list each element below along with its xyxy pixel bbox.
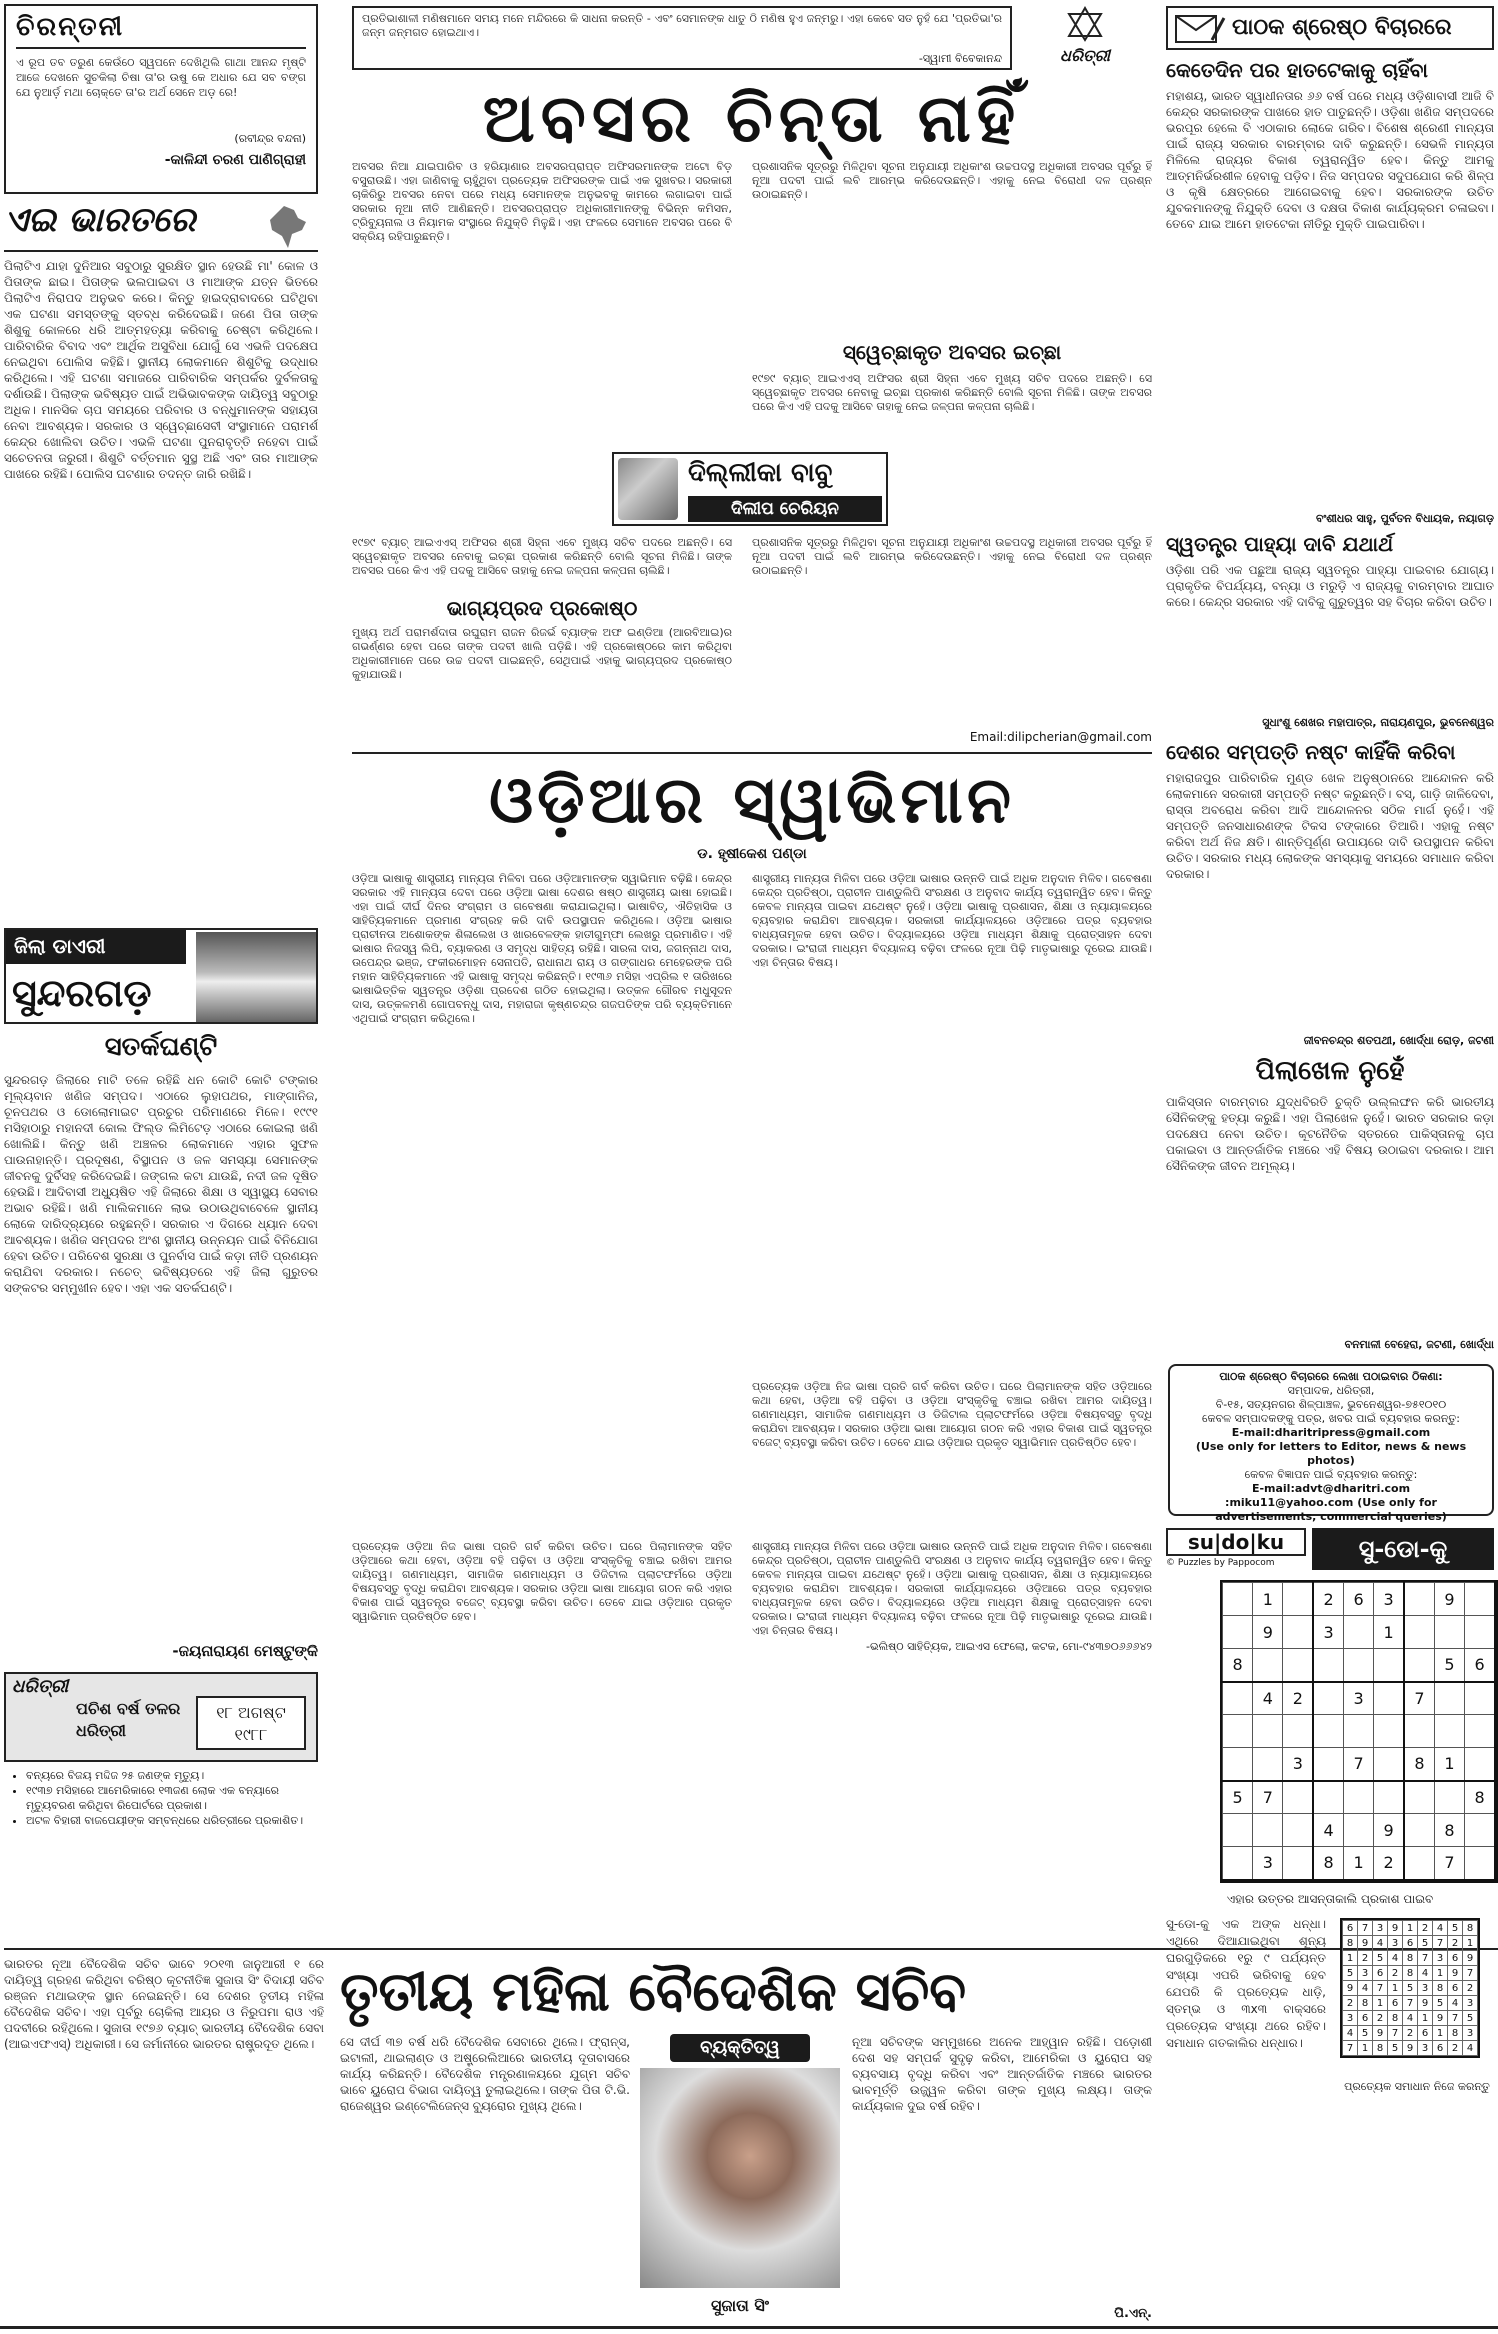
solution-cell: 3 xyxy=(1418,2041,1433,2056)
sudoku-cell[interactable] xyxy=(1344,1814,1374,1847)
solution-grid-wrap xyxy=(1340,1918,1480,2058)
solution-cell: 9 xyxy=(1448,1966,1463,1981)
sudoku-cell: 2 xyxy=(1313,1583,1343,1616)
letter4-body: ପାକିସ୍ତାନ ବାରମ୍ବାର ଯୁଦ୍ଧବିରତି ଚୁକ୍ତି ଉଲ୍ଲଙ୍ଘନ କରି ଭାରତୀୟ ସୈନିକଙ୍କୁ ହତ୍ୟା କରୁଛି। ଏହା ପିଲାଖେଳ ନୁହେଁ। ଭାରତ ସରକାର କଡ଼ା ପଦକ୍ଷେପ ନେବା ଉଚିତ। କୂଟନୈତିକ ସ୍ତରରେ ପାକିସ୍ତାନକୁ ଚାପ ପକାଇବା ଓ ଆନ୍ତର୍ଜାତିକ ମଞ୍ଚରେ ଏହି ବିଷୟ ଉଠାଇବା ଦରକାର। ଆମ ସୈନିକଙ୍କ ଜୀବନ ଅମୂଲ୍ୟ। xyxy=(1166,1095,1494,1173)
solution-row xyxy=(1343,1921,1478,1936)
solution-cell: 9 xyxy=(1463,1951,1478,1966)
solution-cell: 6 xyxy=(1343,1921,1358,1936)
letter1-body: ମହାଶୟ, ଭାରତ ସ୍ୱାଧୀନତାର ୬୬ ବର୍ଷ ପରେ ମଧ୍ୟ ଓଡ଼ିଶାବାସୀ ଆଜି ବି କେନ୍ଦ୍ର ସରକାରଙ୍କ ପାଖରେ ହାତ ପାତୁଛନ୍ତି। ଓଡ଼ିଶା ଖଣିଜ ସମ୍ପଦରେ ଭରପୂର ହେଲେ ବି ଏଠାକାର ଲୋକେ ଗରିବ। ବିଶେଷ ଶ୍ରେଣୀ ମାନ୍ୟତା ପାଇଁ ରାଜ୍ୟ ସରକାର ବାରମ୍ବାର ଦାବି କରୁଛନ୍ତି। ସେଭଳି ମାନ୍ୟତା ମିଳିଲେ ରାଜ୍ୟର ବିକାଶ ତ୍ୱରାନ୍ୱିତ ହେବ। କିନ୍ତୁ ଆମକୁ ଆତ୍ମନିର୍ଭରଶୀଳ ହେବାକୁ ପଡ଼ିବ। ନିଜ ସମ୍ପଦର ସଦୁପଯୋଗ କରି ଶିଳ୍ପ ଓ କୃଷି କ୍ଷେତ୍ରରେ ଆଗେଇବାକୁ ହେବ। ସରକାରଙ୍କ ଉଚିତ ଯୁବକମାନଙ୍କୁ ନିଯୁକ୍ତି ଦେବା ଓ ଦକ୍ଷତା ବିକାଶ କାର୍ଯ୍ୟକ୍ରମ ଚଳାଇବା। ତେବେ ଯାଇ ଆମେ ହାତଟେକା ନୀତିରୁ ମୁକ୍ତି ପାଇପାରିବା। xyxy=(1166,89,1494,231)
odia-body-1: ଓଡ଼ିଆ ଭାଷାକୁ ଶାସ୍ତ୍ରୀୟ ମାନ୍ୟତା ମିଳିବା ପରେ ଓଡ଼ିଆମାନଙ୍କ ସ୍ୱାଭିମାନ ବଢ଼ିଛି। କେନ୍ଦ୍ର ସରକାର ଏହି ମାନ୍ୟତା ଦେବା ପରେ ଓଡ଼ିଆ ଭାଷା ଦେଶର ଷଷ୍ଠ ଶାସ୍ତ୍ରୀୟ ଭାଷା ହୋଇଛି। ଏହା ପାଇଁ ଦୀର୍ଘ ଦିନର ସଂଗ୍ରାମ ଓ ଗବେଷଣା କରାଯାଇଥିଲା। ଭାଷାବିତ୍, ଐତିହାସିକ ଓ ସାହିତ୍ୟିକମାନେ ପ୍ରମାଣ ସଂଗ୍ରହ କରି ଦାବି ଉପସ୍ଥାପନ କରିଥିଲେ। ଓଡ଼ିଆ ଭାଷାର ପ୍ରାଚୀନତା ଅଶୋକଙ୍କ ଶିଳାଲେଖ ଓ ଖାରବେଳଙ୍କ ହାତୀଗୁମ୍ଫା ଲେଖରୁ ପ୍ରମାଣିତ। ଏହି ଭାଷାର ନିଜସ୍ୱ ଲିପି, ବ୍ୟାକରଣ ଓ ସମୃଦ୍ଧ ସାହିତ୍ୟ ରହିଛି। ସାରଳା ଦାସ, ଜଗନ୍ନାଥ ଦାସ, ଉପେନ୍ଦ୍ର ଭଞ୍ଜ, ଫକୀରମୋହନ ସେନାପତି, ରାଧାନାଥ ରାୟ ଓ ଗଙ୍ଗାଧର ମେହେରଙ୍କ ପରି ମହାନ ସାହିତ୍ୟିକମାନେ ଏହି ଭାଷାକୁ ସମୃଦ୍ଧ କରିଛନ୍ତି। ୧୯୩୬ ମସିହା ଏପ୍ରିଲ ୧ ତାରିଖରେ ଭାଷାଭିତ୍ତିକ ସ୍ୱତନ୍ତ୍ର ଓଡ଼ିଶା ପ୍ରଦେଶ ଗଠିତ ହୋଇଥିଲା। ଉତ୍କଳ ଗୌରବ ମଧୁସୂଦନ ଦାସ, ଉତ୍କଳମଣି ଗୋପବନ୍ଧୁ ଦାସ, ମହାରାଜା କୃଷ୍ଣଚନ୍ଦ୍ର ଗଜପତିଙ୍କ ପରି ବ୍ୟକ୍ତିମାନେ ଏଥିପାଇଁ ସଂଗ୍ରାମ କରିଥିଲେ। xyxy=(352,872,732,1025)
letter4-title: ପିଲାଖେଳ ନୁହେଁ xyxy=(1255,1056,1405,1086)
ebharatare-title: ଏଇ ଭାରତରେ xyxy=(4,200,196,240)
sudoku-cell[interactable] xyxy=(1223,1616,1253,1649)
pathaka-header xyxy=(1166,6,1494,50)
solution-cell: 8 xyxy=(1358,1996,1373,2011)
satarka-author: -ଜୟନାରାୟଣ ମେଷ୍ଟୁଙ୍କି xyxy=(172,1642,318,1660)
sudoku-cell[interactable] xyxy=(1465,1682,1495,1715)
sudoku-cell: 2 xyxy=(1374,1847,1404,1880)
sudoku-cell[interactable] xyxy=(1253,1814,1283,1847)
sudoku-cell: 3 xyxy=(1283,1748,1313,1781)
sub1-body: ୧୯୭୯ ବ୍ୟାଚ୍ ଆଇଏଏସ୍ ଅଫିସର ଶ୍ରୀ ସିହ୍ନା ଏବେ ମୁଖ୍ୟ ସଚିବ ପଦରେ ଅଛନ୍ତି। ସେ ସ୍ୱେଚ୍ଛାକୃତ ଅବସର ନେବାକୁ ଇଚ୍ଛା ପ୍ରକାଶ କରିଛନ୍ତି ବୋଲି ସୂଚନା ମିଳିଛି। ତାଙ୍କ ଅବସର ପରେ କିଏ ଏହି ପଦକୁ ଆସିବେ ତାହାକୁ ନେଇ ଜଳ୍ପନା କଳ୍ପନା ଚାଲିଛି। xyxy=(752,372,1152,413)
sudoku-cell[interactable] xyxy=(1404,1781,1434,1814)
odia-body-2: ଶାସ୍ତ୍ରୀୟ ମାନ୍ୟତା ମିଳିବା ପରେ ଓଡ଼ିଆ ଭାଷାର ଉନ୍ନତି ପାଇଁ ଅଧିକ ଅନୁଦାନ ମିଳିବ। ଗବେଷଣା କେନ୍ଦ୍ର ପ୍ରତିଷ୍ଠା, ପ୍ରାଚୀନ ପାଣ୍ଡୁଲିପି ସଂରକ୍ଷଣ ଓ ଅନୁବାଦ କାର୍ଯ୍ୟ ତ୍ୱରାନ୍ୱିତ ହେବ। କିନ୍ତୁ କେବଳ ମାନ୍ୟତା ପାଇବା ଯଥେଷ୍ଟ ନୁହେଁ। ଓଡ଼ିଆ ଭାଷାକୁ ପ୍ରଶାସନ, ଶିକ୍ଷା ଓ ନ୍ୟାୟାଳୟରେ ବ୍ୟବହାର କରାଯିବା ଆବଶ୍ୟକ। ସରକାରୀ କାର୍ଯ୍ୟାଳୟରେ ଓଡ଼ିଆରେ ପତ୍ର ବ୍ୟବହାର ବାଧ୍ୟତାମୂଳକ ହେବା ଉଚିତ। ବିଦ୍ୟାଳୟରେ ଓଡ଼ିଆ ମାଧ୍ୟମ ଶିକ୍ଷାକୁ ପ୍ରୋତ୍ସାହନ ଦେବା ଦରକାର। ଇଂରାଜୀ ମାଧ୍ୟମ ବିଦ୍ୟାଳୟ ବଢ଼ିବା ଫଳରେ ନୂଆ ପିଢ଼ି ମାତୃଭାଷାରୁ ଦୂରେଇ ଯାଉଛି। ଏହା ଚିନ୍ତାର ବିଷୟ। xyxy=(752,872,1152,969)
solution-cell: 2 xyxy=(1463,1981,1478,1996)
sudoku-cell: 6 xyxy=(1344,1583,1374,1616)
sudoku-cell: 7 xyxy=(1434,1847,1464,1880)
solution-cell: 9 xyxy=(1433,2011,1448,2026)
lead-body-3: ୧୯୭୯ ବ୍ୟାଚ୍ ଆଇଏଏସ୍ ଅଫିସର ଶ୍ରୀ ସିହ୍ନା ଏବେ ମୁଖ୍ୟ ସଚିବ ପଦରେ ଅଛନ୍ତି। ସେ ସ୍ୱେଚ୍ଛାକୃତ ଅବସର ନେବାକୁ ଇଚ୍ଛା ପ୍ରକାଶ କରିଛନ୍ତି ବୋଲି ସୂଚନା ମିଳିଛି। ତାଙ୍କ ଅବସର ପରେ କିଏ ଏହି ପଦକୁ ଆସିବେ ତାହାକୁ ନେଇ ଜଳ୍ପନା କଳ୍ପନା ଚାଲିଛି। xyxy=(352,536,732,577)
solution-cell: 8 xyxy=(1433,1981,1448,1996)
solution-cell: 1 xyxy=(1433,1966,1448,1981)
satarka-body: ସୁନ୍ଦରଗଡ଼ ଜିଲାରେ ମାଟି ତଳେ ରହିଛି ଧନ କୋଟି କୋଟି ଟଙ୍କାର ମୂଲ୍ୟବାନ ଖଣିଜ ସମ୍ପଦ। ଏଠାରେ ଲୁହାପଥର, ମାଙ୍ଗାନିଜ, ଚୂନପଥର ଓ ଡୋଲୋମାଇଟ ପ୍ରଚୁର ପରିମାଣରେ ମିଳେ। ୧୯୯୧ ମସିହାଠାରୁ ମହାନଦୀ କୋଲ ଫିଲ୍ଡ ଲିମିଟେଡ଼ ଏଠାରେ କୋଇଲା ଖଣି ଖୋଲିଛି। କିନ୍ତୁ ଖଣି ଅଞ୍ଚଳର ଲୋକମାନେ ଏହାର ସୁଫଳ ପାଉନାହାନ୍ତି। ପ୍ରଦୂଷଣ, ବିସ୍ଥାପନ ଓ ଜଳ ସମସ୍ୟା ସେମାନଙ୍କ ଜୀବନକୁ ଦୁର୍ବିସହ କରିଦେଇଛି। ଜଙ୍ଗଲ କଟା ଯାଉଛି, ନଦୀ ଜଳ ଦୂଷିତ ହେଉଛି। ଆଦିବାସୀ ଅଧ୍ୟୁଷିତ ଏହି ଜିଲାରେ ଶିକ୍ଷା ଓ ସ୍ୱାସ୍ଥ୍ୟ ସେବାର ଅଭାବ ରହିଛି। ଖଣି ମାଲିକମାନେ ଲାଭ ଉଠାଉଥିବାବେଳେ ସ୍ଥାନୀୟ ଲୋକେ ଦାରିଦ୍ର୍ୟରେ ରହୁଛନ୍ତି। ସରକାର ଏ ଦିଗରେ ଧ୍ୟାନ ଦେବା ଆବଶ୍ୟକ। ଖଣିଜ ସମ୍ପଦର ଅଂଶ ସ୍ଥାନୀୟ ଉନ୍ନୟନ ପାଇଁ ବିନିଯୋଗ ହେବା ଉଚିତ। ପରିବେଶ ସୁରକ୍ଷା ଓ ପୁନର୍ବାସ ପାଇଁ କଡ଼ା ନୀତି ପ୍ରଣୟନ କରାଯିବା ଦରକାର। ନଚେତ୍ ଭବିଷ୍ୟତରେ ଏହି ଜିଲା ଗୁରୁତର ସଙ୍କଟର ସମ୍ମୁଖୀନ ହେବ। ଏହା ଏକ ସତର୍କଘଣ୍ଟି। xyxy=(4,1073,318,1295)
solution-cell: 4 xyxy=(1463,2041,1478,2056)
sudoku-note: ଏହାର ଉତ୍ତର ଆସନ୍ତାକାଲି ପ୍ରକାଶ ପାଇବ xyxy=(1226,1892,1434,1906)
pachisha-list xyxy=(14,1768,318,1828)
solution-cell: 2 xyxy=(1343,1996,1358,2011)
sudoku-row xyxy=(1223,1583,1496,1616)
addr-title: ପାଠକ ଶ୍ରେଷ୍ଠ ବିଚାରରେ ଲେଖା ପଠାଇବାର ଠିକଣା: xyxy=(1219,1370,1443,1383)
solution-row xyxy=(1343,2011,1478,2026)
letter3-body: ମହାରାଜପୁର ପାରିବାରିକ ମୁଣ୍ଡ ଖେଳ ଅନୁଷ୍ଠାନରେ ଆନ୍ଦୋଳନ କରି ଲୋକମାନେ ସରକାରୀ ସମ୍ପତ୍ତି ନଷ୍ଟ କରୁଛନ୍ତି। ବସ୍, ଗାଡ଼ି ଜାଳିଦେବା, ରାସ୍ତା ଅବରୋଧ କରିବା ଆଦି ଆନ୍ଦୋଳନର ସଠିକ ମାର୍ଗ ନୁହେଁ। ଏହି ସମ୍ପତ୍ତି ଜନସାଧାରଣଙ୍କ ଟିକସ ଟଙ୍କାରେ ତିଆରି। ଏହାକୁ ନଷ୍ଟ କରିବା ଅର୍ଥ ନିଜ କ୍ଷତି। ଶାନ୍ତିପୂର୍ଣ୍ଣ ଉପାୟରେ ଦାବି ଉପସ୍ଥାପନ କରିବା ଉଚିତ। ସରକାର ମଧ୍ୟ ଲୋକଙ୍କ ସମସ୍ୟାକୁ ସମୟରେ ସମାଧାନ କରିବା ଦରକାର। xyxy=(1166,771,1494,881)
satarka-title: ସତର୍କଘଣ୍ଟି xyxy=(104,1032,218,1062)
sudoku-cell[interactable] xyxy=(1344,1781,1374,1814)
top-quote-box xyxy=(352,6,1012,70)
address-box xyxy=(1168,1364,1494,1523)
solution-cell: 6 xyxy=(1388,1996,1403,2011)
sudoku-cell: 1 xyxy=(1253,1583,1283,1616)
solution-cell: 2 xyxy=(1388,1966,1403,1981)
top-quote: ପ୍ରତିଭାଶାଳୀ ମଣିଷମାନେ ସମୟ ମନେ ମନ୍ଦିରରେ କି ସାଧନା କରନ୍ତି - ଏବଂ ସେମାନଙ୍କ ଧାତୁ ଠି ମଣିଷ ହୁଏ ଜନ୍ମରୁ। ଏହା କେବେ ସତ ନୁହଁ ଯେ 'ପ୍ରତିଭା'ର ଜନ୍ମ ଜନ୍ମଗତ ହୋଇଥାଏ। xyxy=(362,12,1002,39)
addr-line3: କେବଳ ସମ୍ପାଦକଙ୍କୁ ପତ୍ର, ଖବର ପାଇଁ ବ୍ୟବହାର କରନ୍ତୁ: xyxy=(1202,1412,1460,1425)
sudoku-header xyxy=(1166,1528,1494,1572)
solution-cell: 4 xyxy=(1358,1981,1373,1996)
trutiya-sign: ପି.ଏନ୍. xyxy=(1114,2306,1152,2321)
sudoku-cell: 6 xyxy=(1465,1649,1495,1682)
letter1-sign: ବଂଶୀଧର ସାହୁ, ପୁର୍ବତନ ବିଧାୟକ, ନୟାଗଡ଼ xyxy=(1315,512,1494,525)
solution-cell: 5 xyxy=(1418,1936,1433,1951)
letter4-sign: ବନମାଳୀ ବେହେରା, ଜଟଣୀ, ଖୋର୍ଦ୍ଧା xyxy=(1344,1338,1494,1351)
sudoku-grid-wrap xyxy=(1220,1580,1498,1883)
sudoku-cell[interactable] xyxy=(1253,1748,1283,1781)
sudoku-cell[interactable] xyxy=(1283,1847,1313,1880)
solution-row xyxy=(1343,1966,1478,1981)
solution-cell: 3 xyxy=(1388,1936,1403,1951)
sudoku-cell[interactable] xyxy=(1313,1649,1343,1682)
sudoku-cell[interactable] xyxy=(1313,1682,1343,1715)
sudoku-cell[interactable] xyxy=(1344,1649,1374,1682)
solution-cell: 8 xyxy=(1403,1966,1418,1981)
solution-cell: 1 xyxy=(1388,1981,1403,1996)
chirantani-quote: ଏ ରୂପ ତବ ତରୁଣ କେଉଁଠେ ସ୍ୱପନେ ଦେଖିଥିଲି ଗାଥା ଆନନ୍ଦ ମୃଷ୍ଟି ଆଜେ ଦେଖନେ ସୁଚକିଲା ଚିଷା ତା'ର ଉଷୁ କେ ଅଧାର ଯେ ସବ ବଙ୍ଗ ଯେ ନୁଆର୍ଡ଼ ମଥା ଚୋକ୍ତେ ତା'ର ଅର୍ଥ ସେନେ ଅଡ଼ ରେ! xyxy=(16,56,306,99)
sudoku-cell: 1 xyxy=(1344,1847,1374,1880)
solution-cell: 7 xyxy=(1418,1951,1433,1966)
chirantani-source: (ରବୀନ୍ଦ୍ର ବନ୍ଦନା) xyxy=(234,132,306,145)
dharitri-small-logo: ଧରିତ୍ରୀ xyxy=(12,1676,69,1697)
sudoku-cell: 5 xyxy=(1434,1649,1464,1682)
sudoku-credit: © Puzzles by Pappocom xyxy=(1166,1558,1275,1568)
odia-author: ଡ. ହୃଷୀକେଶ ପଣ୍ଡା xyxy=(697,846,807,862)
sudoku-cell[interactable] xyxy=(1404,1616,1434,1649)
sudoku-cell: 1 xyxy=(1434,1748,1464,1781)
sudoku-cell[interactable] xyxy=(1374,1715,1404,1748)
sudoku-cell: 3 xyxy=(1344,1682,1374,1715)
solution-cell: 8 xyxy=(1343,1936,1358,1951)
sudoku-grid[interactable] xyxy=(1222,1582,1496,1881)
solution-cell: 6 xyxy=(1373,1966,1388,1981)
envelope-icon xyxy=(1174,14,1226,44)
solution-row xyxy=(1343,1996,1478,2011)
solution-cell: 5 xyxy=(1448,1921,1463,1936)
sudoku-row xyxy=(1223,1649,1496,1682)
solution-cell: 1 xyxy=(1343,1951,1358,1966)
solution-cell: 4 xyxy=(1448,1996,1463,2011)
sudoku-cell: 7 xyxy=(1404,1682,1434,1715)
chirantani-author: -କାଳିନ୍ଦୀ ଚରଣ ପାଣିଗ୍ରାହୀ xyxy=(164,152,306,168)
sudoku-cell[interactable] xyxy=(1223,1814,1253,1847)
sudoku-cell[interactable] xyxy=(1434,1682,1464,1715)
solution-cell: 7 xyxy=(1358,1921,1373,1936)
sudoku-row xyxy=(1223,1748,1496,1781)
sudoku-cell[interactable] xyxy=(1404,1715,1434,1748)
trutiya-body-2: ସେ ଦୀର୍ଘ ୩୭ ବର୍ଷ ଧରି ବୈଦେଶିକ ସେବାରେ ଥିଲେ। ଫ୍ରାନ୍ସ, ଇଟାଲୀ, ଥାଇଲାଣ୍ଡ ଓ ଅଷ୍ଟ୍ରେଲିଆରେ ଭାରତୀୟ ଦୂତାବାସରେ କାର୍ଯ୍ୟ କରିଛନ୍ତି। ବୈଦେଶିକ ମନ୍ତ୍ରଣାଳୟରେ ଯୁଗ୍ମ ସଚିବ ଭାବେ ୟୁରୋପ ବିଭାଗ ଦାୟିତ୍ୱ ତୁଲାଇଥିଲେ। ତାଙ୍କ ପିତା ଟି.ଭି. ରାଜେଶ୍ୱର ଇଣ୍ଟେଲିଜେନ୍ସ ବ୍ୟୁରୋର ମୁଖ୍ୟ ଥିଲେ। xyxy=(340,2035,630,2113)
solution-cell: 5 xyxy=(1343,1966,1358,1981)
solution-cell: 1 xyxy=(1433,2026,1448,2041)
solution-cell: 9 xyxy=(1388,1921,1403,1936)
sudoku-row xyxy=(1223,1847,1496,1880)
sudoku-cell: 7 xyxy=(1253,1781,1283,1814)
lead-title: ଅବସର ଚିନ୍ତା ନାହିଁ xyxy=(482,79,1022,157)
sudoku-cell: 4 xyxy=(1313,1814,1343,1847)
sudoku-logo: su|do|ku xyxy=(1166,1528,1306,1556)
solution-cell: 9 xyxy=(1373,2026,1388,2041)
solution-cell: 6 xyxy=(1448,1981,1463,1996)
sudoku-row xyxy=(1223,1715,1496,1748)
sujata-photo xyxy=(640,2068,840,2288)
sudoku-cell[interactable] xyxy=(1374,1781,1404,1814)
pachisha-box xyxy=(4,1672,318,1762)
masthead-logo: ଧରିତ୍ରୀ xyxy=(1060,46,1110,65)
sudoku-cell: 8 xyxy=(1404,1748,1434,1781)
solution-cell: 8 xyxy=(1373,2041,1388,2056)
solution-row xyxy=(1343,1981,1478,1996)
solution-row xyxy=(1343,2026,1478,2041)
sudoku-cell: 3 xyxy=(1253,1847,1283,1880)
solution-cell: 8 xyxy=(1448,2026,1463,2041)
sudoku-cell: 2 xyxy=(1283,1682,1313,1715)
addr-email2[interactable]: E-mail:advt@dharitri.com xyxy=(1251,1482,1411,1495)
india-map-icon xyxy=(264,204,310,250)
trutiya-body-3: ନୂଆ ସଚିବଙ୍କ ସମ୍ମୁଖରେ ଅନେକ ଆହ୍ୱାନ ରହିଛି। ପଡ଼ୋଶୀ ଦେଶ ସହ ସମ୍ପର୍କ ସୁଦୃଢ଼ କରିବା, ଆମେରିକା ଓ ୟୁରୋପ ସହ ବ୍ୟବସାୟ ବୃଦ୍ଧି କରିବା ଏବଂ ଆନ୍ତର୍ଜାତିକ ମଞ୍ଚରେ ଭାରତର ଭାବମୂର୍ତ୍ତି ଉଜ୍ଜ୍ୱଳ କରିବା ତାଙ୍କ ମୁଖ୍ୟ ଲକ୍ଷ୍ୟ। ତାଙ୍କ କାର୍ଯ୍ୟକାଳ ଦୁଇ ବର୍ଷ ରହିବ। xyxy=(852,2035,1152,2113)
sudoku-cell[interactable] xyxy=(1404,1649,1434,1682)
sudoku-title: ସୁ-ଡୋ-କୁ xyxy=(1312,1528,1494,1570)
byline-name: ଦିଲ୍ଲୀକା ବାବୁ xyxy=(688,458,833,488)
solution-cell: 8 xyxy=(1463,1921,1478,1936)
masthead xyxy=(1020,6,1150,70)
solution-cell: 9 xyxy=(1358,1936,1373,1951)
solution-row xyxy=(1343,2041,1478,2056)
odia-title: ଓଡ଼ିଆର ସ୍ୱାଭିମାନ xyxy=(489,763,1015,838)
solution-cell: 3 xyxy=(1433,1951,1448,1966)
solution-cell: 3 xyxy=(1418,1981,1433,1996)
solution-cell: 5 xyxy=(1388,2041,1403,2056)
solution-cell: 4 xyxy=(1433,1921,1448,1936)
odia-body-4: ପ୍ରତ୍ୟେକ ଓଡ଼ିଆ ନିଜ ଭାଷା ପ୍ରତି ଗର୍ବ କରିବା ଉଚିତ। ଘରେ ପିଲାମାନଙ୍କ ସହିତ ଓଡ଼ିଆରେ କଥା ହେବା, ଓଡ଼ିଆ ବହି ପଢ଼ିବା ଓ ଓଡ଼ିଆ ସଂସ୍କୃତିକୁ ବଞ୍ଚାଇ ରଖିବା ଆମର ଦାୟିତ୍ୱ। ଗଣମାଧ୍ୟମ, ସାମାଜିକ ଗଣମାଧ୍ୟମ ଓ ଡିଜିଟାଲ ପ୍ଲାଟଫର୍ମରେ ଓଡ଼ିଆ ବିଷୟବସ୍ତୁ ବୃଦ୍ଧି କରାଯିବା ଆବଶ୍ୟକ। ସରକାର ଓଡ଼ିଆ ଭାଷା ଆୟୋଗ ଗଠନ କରି ଏହାର ବିକାଶ ପାଇଁ ସ୍ୱତନ୍ତ୍ର ବଜେଟ୍ ବ୍ୟବସ୍ଥା କରିବା ଉଚିତ। ତେବେ ଯାଇ ଓଡ଼ିଆର ପ୍ରକୃତ ସ୍ୱାଭିମାନ ପ୍ରତିଷ୍ଠିତ ହେବ। xyxy=(352,1540,732,1623)
sudoku-cell[interactable] xyxy=(1344,1616,1374,1649)
solution-cell: 1 xyxy=(1358,2041,1373,2056)
sudoku-cell[interactable] xyxy=(1434,1715,1464,1748)
trutiya-body-1: ଭାରତର ନୂଆ ବୈଦେଶିକ ସଚିବ ଭାବେ ୨୦୧୩ ଜାନୁଆରୀ ୧ ରେ ଦାୟିତ୍ୱ ଗ୍ରହଣ କରିଥିବା ବରିଷ୍ଠ କୂଟନୀତିଜ୍ଞ ସୁଜାତା ସିଂ ବିଦାୟୀ ସଚିବ ରଞ୍ଜନ ମଥାଇଙ୍କ ସ୍ଥାନ ନେଇଛନ୍ତି। ସେ ଦେଶର ତୃତୀୟ ମହିଳା ବୈଦେଶିକ ସଚିବ। ଏହା ପୂର୍ବରୁ ଚୋକିଲା ଆୟର ଓ ନିରୁପମା ରାଓ ଏହି ପଦବୀରେ ରହିଥିଲେ। ସୁଜାତା ୧୯୭୬ ବ୍ୟାଚ୍ ଭାରତୀୟ ବୈଦେଶିକ ସେବା (ଆଇଏଫଏସ୍) ଅଧିକାରୀ। ସେ ଜର୍ମାନୀରେ ଭାରତର ରାଷ୍ଟ୍ରଦୂତ ଥିଲେ। xyxy=(4,1957,324,2051)
sudoku-cell: 3 xyxy=(1374,1583,1404,1616)
zilla-label: ଜିଲା ଡାଏରୀ xyxy=(6,930,186,964)
sudoku-cell[interactable] xyxy=(1283,1715,1313,1748)
zilla-diary-box xyxy=(4,928,318,1024)
sudoku-row xyxy=(1223,1781,1496,1814)
letter3-title: ଦେଶର ସମ୍ପତ୍ତି ନଷ୍ଟ କାହିଁକି କରିବା xyxy=(1166,740,1456,764)
sudoku-cell[interactable] xyxy=(1253,1649,1283,1682)
sudoku-cell[interactable] xyxy=(1465,1847,1495,1880)
solution-cell: 4 xyxy=(1403,2011,1418,2026)
sudoku-sign: ପ୍ରତ୍ୟେକ ସମାଧାନ ନିଜେ କରନ୍ତୁ xyxy=(1344,2080,1490,2093)
solution-cell: 2 xyxy=(1448,2041,1463,2056)
solution-cell: 7 xyxy=(1373,1981,1388,1996)
sudoku-cell: 8 xyxy=(1223,1649,1253,1682)
ebharatare-header xyxy=(4,200,318,252)
sudoku-cell[interactable] xyxy=(1344,1715,1374,1748)
sudoku-cell[interactable] xyxy=(1313,1781,1343,1814)
solution-cell: 4 xyxy=(1343,2026,1358,2041)
solution-cell: 6 xyxy=(1358,2011,1373,2026)
sudoku-cell: 9 xyxy=(1434,1583,1464,1616)
sudoku-rules: ସୁ-ଡୋ-କୁ ଏକ ଅଙ୍କ ଧନ୍ଧା। ଏଥିରେ ଦିଆଯାଇଥିବା ଶୂନ୍ୟ ଘରଗୁଡ଼ିକରେ ୧ରୁ ୯ ପର୍ଯ୍ୟନ୍ତ ସଂଖ୍ୟା ଏପରି ଭରିବାକୁ ହେବ ଯେପରି କି ପ୍ରତ୍ୟେକ ଧାଡ଼ି, ସ୍ତମ୍ଭ ଓ ୩x୩ ବାକ୍ସରେ ପ୍ରତ୍ୟେକ ସଂଖ୍ୟା ଥରେ ରହିବ। ସମାଧାନ ଗତକାଲିର ଧନ୍ଧାର। xyxy=(1166,1917,1326,2050)
ebharatare-body: ପିଲାଟିଏ ଯାହା ଦୁନିଆର ସବୁଠାରୁ ସୁରକ୍ଷିତ ସ୍ଥାନ ହେଉଛି ମା' କୋଳ ଓ ପିତାଙ୍କ ଛାଇ। ପିତାଙ୍କ ଭଲପାଇବା ଓ ମାଆଙ୍କ ଯତ୍ନ ଭିତରେ ପିଲାଟିଏ ନିରାପଦ ଅନୁଭବ କରେ। କିନ୍ତୁ ହାଇଦ୍ରାବାଦରେ ଘଟିଥିବା ଏକ ଘଟଣା ସମସ୍ତଙ୍କୁ ସ୍ତବ୍ଧ କରିଦେଇଛି। ଜଣେ ପିତା ତାଙ୍କ ଶିଶୁକୁ କୋଳରେ ଧରି ଆତ୍ମହତ୍ୟା କରିବାକୁ ଚେଷ୍ଟା କରିଥିଲେ। ପାରିବାରିକ ବିବାଦ ଏବଂ ଆର୍ଥିକ ଅସୁବିଧା ଯୋଗୁଁ ସେ ଏଭଳି ପଦକ୍ଷେପ ନେଇଥିବା ପୋଲିସ କହିଛି। ସ୍ଥାନୀୟ ଲୋକମାନେ ଶିଶୁଟିକୁ ଉଦ୍ଧାର କରିଥିଲେ। ଏହି ଘଟଣା ସମାଜରେ ପାରିବାରିକ ସମ୍ପର୍କର ଦୁର୍ବଳତାକୁ ଦର୍ଶାଉଛି। ପିଲାଙ୍କ ଭବିଷ୍ୟତ ପାଇଁ ଅଭିଭାବକଙ୍କ ଦାୟିତ୍ୱ ସବୁଠାରୁ ଅଧିକ। ମାନସିକ ଚାପ ସମୟରେ ପରିବାର ଓ ବନ୍ଧୁମାନଙ୍କ ସହାୟତା ନେବା ଆବଶ୍ୟକ। ସରକାର ଓ ସ୍ୱେଚ୍ଛାସେବୀ ସଂସ୍ଥାମାନେ ପରାମର୍ଶ କେନ୍ଦ୍ର ଖୋଲିବା ଉଚିତ। ଏଭଳି ଘଟଣା ପୁନରାବୃତ୍ତି ନହେବା ପାଇଁ ସଚେତନତା ଜରୁରୀ। ଶିଶୁଟି ବର୍ତ୍ତମାନ ସୁସ୍ଥ ଅଛି ଏବଂ ତାର ମାଆଙ୍କ ପାଖରେ ରହିଛି। ପୋଲିସ ଘଟଣାର ତଦନ୍ତ ଜାରି ରଖିଛି। xyxy=(4,259,318,481)
sudoku-row xyxy=(1223,1814,1496,1847)
addr-email3[interactable]: :miku11@yahoo.com (Use only for advertisements, commercial queries) xyxy=(1215,1496,1447,1523)
solution-cell: 7 xyxy=(1463,1966,1478,1981)
solution-cell: 2 xyxy=(1418,1921,1433,1936)
solution-cell: 3 xyxy=(1463,2026,1478,2041)
solution-cell: 7 xyxy=(1388,2026,1403,2041)
sudoku-cell[interactable] xyxy=(1283,1814,1313,1847)
vyakti-label: ବ୍ୟକ୍ତିତ୍ୱ xyxy=(670,2034,810,2062)
solution-cell: 2 xyxy=(1403,2026,1418,2041)
solution-cell: 1 xyxy=(1418,2011,1433,2026)
sudoku-cell[interactable] xyxy=(1465,1715,1495,1748)
list-item: • ଅଟଳ ବିହାରୀ ବାଜପେୟୀଙ୍କ ସମ୍ବନ୍ଧରେ ଧରିତ୍ରୀରେ ପ୍ରକାଶିତ। xyxy=(26,1813,318,1828)
sudoku-cell[interactable] xyxy=(1283,1649,1313,1682)
sudoku-cell: 7 xyxy=(1344,1748,1374,1781)
sudoku-cell: 8 xyxy=(1465,1781,1495,1814)
solution-cell: 1 xyxy=(1403,1921,1418,1936)
sudoku-row xyxy=(1223,1682,1496,1715)
addr-note1: (Use only for letters to Editor, news & news photos) xyxy=(1195,1440,1467,1467)
pachisha-date: ୧୮ ଅଗଷ୍ଟ ୧୯୮୮ xyxy=(196,1696,306,1750)
sudoku-cell[interactable] xyxy=(1253,1715,1283,1748)
sudoku-cell: 1 xyxy=(1374,1616,1404,1649)
sudoku-cell[interactable] xyxy=(1465,1814,1495,1847)
addr-email1[interactable]: E-mail:dharitripress@gmail.com xyxy=(1231,1426,1431,1439)
solution-cell: 7 xyxy=(1343,2041,1358,2056)
solution-cell: 4 xyxy=(1388,1951,1403,1966)
solution-cell: 9 xyxy=(1418,1996,1433,2011)
solution-cell: 5 xyxy=(1403,1981,1418,1996)
solution-cell: 5 xyxy=(1433,1996,1448,2011)
sub1-heading: ସ୍ୱେଚ୍ଛାକୃତ ଅବସର ଇଚ୍ଛା xyxy=(842,340,1062,364)
sudoku-cell: 4 xyxy=(1253,1682,1283,1715)
sudoku-cell[interactable] xyxy=(1434,1616,1464,1649)
list-item: • ୧୯୩୭ ମସିହାରେ ଆମେରିକାରେ ୧୩ଜଣ ଲୋକ ଏକ ବନ୍ୟାରେ ମୃତ୍ୟୁବରଣ କରିଥିବା ରିପୋର୍ଟରେ ପ୍ରକାଶ। xyxy=(26,1783,318,1813)
sudoku-cell[interactable] xyxy=(1404,1583,1434,1616)
solution-cell: 5 xyxy=(1373,1951,1388,1966)
solution-cell: 1 xyxy=(1463,1936,1478,1951)
solution-cell: 5 xyxy=(1358,2026,1373,2041)
letter1-title: କେତେଦିନ ପର ହାତଟେକାକୁ ଚାହିଁବା xyxy=(1166,58,1428,82)
byline-box xyxy=(612,452,888,526)
solution-cell: 4 xyxy=(1418,1966,1433,1981)
sudoku-cell[interactable] xyxy=(1374,1748,1404,1781)
pachisha-label: ପଚିଶ ବର୍ଷ ତଳର ଧରିତ୍ରୀ xyxy=(76,1699,181,1740)
sudoku-cell[interactable] xyxy=(1404,1847,1434,1880)
letter2-title: ସ୍ୱତନ୍ତ୍ର ପାହ୍ୟା ଦାବି ଯଥାର୍ଥ xyxy=(1166,532,1394,556)
solution-cell: 2 xyxy=(1373,2011,1388,2026)
photo-caption: ସୁଜାତା ସିଂ xyxy=(711,2296,769,2315)
solution-cell: 5 xyxy=(1463,2011,1478,2026)
sudoku-cell[interactable] xyxy=(1313,1748,1343,1781)
list-item: • ବନ୍ୟରେ ବିଜୟ ମଦ୍ଦିଜ ୨୫ ଜଣଙ୍କ ମୃତ୍ୟୁ। xyxy=(26,1768,318,1783)
solution-cell: 8 xyxy=(1388,2011,1403,2026)
solution-grid xyxy=(1342,1920,1478,2056)
solution-cell: 6 xyxy=(1403,1936,1418,1951)
solution-cell: 3 xyxy=(1343,2011,1358,2026)
solution-cell: 2 xyxy=(1448,1936,1463,1951)
sudoku-cell[interactable] xyxy=(1223,1748,1253,1781)
vyakti-photo-block xyxy=(640,2034,840,2324)
solution-cell: 3 xyxy=(1373,1921,1388,1936)
top-quote-author: -ସ୍ୱାମୀ ବିବେକାନନ୍ଦ xyxy=(918,52,1002,65)
sub2-body: ମୁଖ୍ୟ ଅର୍ଥ ପରାମର୍ଶଦାତା ରଘୁରାମ ରାଜନ ରିଜର୍ଭ ବ୍ୟାଙ୍କ ଅଫ ଇଣ୍ଡିଆ (ଆରବିଆଇ)ର ଗଭର୍ଣ୍ଣର ହେବା ପରେ ତାଙ୍କ ପଦବୀ ଖାଲି ପଡ଼ିଛି। ଏହି ପ୍ରକୋଷ୍ଠରେ କାମ କରିଥିବା ଅଧିକାରୀମାନେ ପରେ ଉଚ୍ଚ ପଦବୀ ପାଇଛନ୍ତି, ସେଥିପାଇଁ ଏହାକୁ ଭାଗ୍ୟପ୍ରଦ ପ୍ରକୋଷ୍ଠ କୁହାଯାଉଛି। xyxy=(352,626,732,681)
solution-cell: 2 xyxy=(1358,1951,1373,1966)
addr-line1: ସମ୍ପାଦକ, ଧରିତ୍ରୀ, xyxy=(1287,1384,1375,1397)
chirantani-box xyxy=(4,4,318,194)
sudoku-cell[interactable] xyxy=(1223,1682,1253,1715)
sudoku-cell[interactable] xyxy=(1465,1616,1495,1649)
sudoku-cell[interactable] xyxy=(1465,1583,1495,1616)
solution-cell: 6 xyxy=(1418,2026,1433,2041)
odia-footer: -ଭଲିଷ୍ଠ ସାହିତ୍ୟିକ, ଆଇଏସ ଫେଲୋ, କଟକ, ମୋ-୯୪୩୭୦୬୬୬୪୨ xyxy=(865,1640,1152,1653)
sub2-heading: ଭାଗ୍ୟପ୍ରଦ ପ୍ରକୋଷ୍ଠ xyxy=(446,596,638,620)
byline-sub: ଦିଲୀପ ଚେରିୟନ xyxy=(688,496,882,522)
sudoku-cell[interactable] xyxy=(1223,1583,1253,1616)
solution-cell: 6 xyxy=(1448,1951,1463,1966)
email-line: Email:dilipcherian@gmail.com xyxy=(969,730,1152,744)
solution-cell: 8 xyxy=(1403,1951,1418,1966)
solution-cell: 3 xyxy=(1463,1996,1478,2011)
sudoku-cell[interactable] xyxy=(1223,1847,1253,1880)
addr-line2: ବି-୧୫, ସତ୍ୟନଗର ଶିଳ୍ପାଞ୍ଚଳ, ଭୁବନେଶ୍ୱର-୭୫୧୦୧୦ xyxy=(1215,1398,1447,1411)
sub2-body-cont: ପ୍ରଶାସନିକ ସୂତ୍ରରୁ ମିଳିଥିବା ସୂଚନା ଅନୁଯାୟୀ ଅଧିକାଂଶ ଉଚ୍ଚପଦସ୍ଥ ଅଧିକାରୀ ଅବସର ପୂର୍ବରୁ ହିଁ ନୂଆ ପଦବୀ ପାଇଁ ଲବି ଆରମ୍ଭ କରିଦେଉଛନ୍ତି। ଏହାକୁ ନେଇ ବିରୋଧୀ ଦଳ ପ୍ରଶ୍ନ ଉଠାଇଛନ୍ତି। xyxy=(752,536,1152,577)
waterfall-photo xyxy=(196,932,316,1022)
odia-body-3: ପ୍ରତ୍ୟେକ ଓଡ଼ିଆ ନିଜ ଭାଷା ପ୍ରତି ଗର୍ବ କରିବା ଉଚିତ। ଘରେ ପିଲାମାନଙ୍କ ସହିତ ଓଡ଼ିଆରେ କଥା ହେବା, ଓଡ଼ିଆ ବହି ପଢ଼ିବା ଓ ଓଡ଼ିଆ ସଂସ୍କୃତିକୁ ବଞ୍ଚାଇ ରଖିବା ଆମର ଦାୟିତ୍ୱ। ଗଣମାଧ୍ୟମ, ସାମାଜିକ ଗଣମାଧ୍ୟମ ଓ ଡିଜିଟାଲ ପ୍ଲାଟଫର୍ମରେ ଓଡ଼ିଆ ବିଷୟବସ୍ତୁ ବୃଦ୍ଧି କରାଯିବା ଆବଶ୍ୟକ। ସରକାର ଓଡ଼ିଆ ଭାଷା ଆୟୋଗ ଗଠନ କରି ଏହାର ବିକାଶ ପାଇଁ ସ୍ୱତନ୍ତ୍ର ବଜେଟ୍ ବ୍ୟବସ୍ଥା କରିବା ଉଚିତ। ତେବେ ଯାଇ ଓଡ଼ିଆର ପ୍ରକୃତ ସ୍ୱାଭିମାନ ପ୍ରତିଷ୍ଠିତ ହେବ। xyxy=(752,1380,1152,1449)
solution-cell: 7 xyxy=(1403,1996,1418,2011)
solution-cell: 1 xyxy=(1373,1996,1388,2011)
lead-body-1: ଅବସର ନିଆ ଯାଇପାରିବ ଓ ହରିୟାଣାର ଅବସରପ୍ରାପ୍ତ ଅଫିସରମାନଙ୍କ ଅଟୋ ବିଡ଼ ବସୁରାଉଛି। ଏହା ଜାଣିବାକୁ ଚାହୁଁଥିବା ପ୍ରତ୍ୟେକ ଅଫିସରଙ୍କ ପାଇଁ ଏକ ସୁଖବର। ସରକାରୀ ଚାକିରିରୁ ଅବସର ନେବା ପରେ ମଧ୍ୟ ସେମାନଙ୍କ ଅନୁଭବକୁ କାମରେ ଲଗାଇବା ପାଇଁ ସରକାର ନୂଆ ନୀତି ଆଣିଛନ୍ତି। ଅବସରପ୍ରାପ୍ତ ଅଧିକାରୀମାନଙ୍କୁ ବିଭିନ୍ନ କମିସନ, ଟ୍ରିବ୍ୟୁନାଲ ଓ ନିୟାମକ ସଂସ୍ଥାରେ ନିଯୁକ୍ତି ମିଳୁଛି। ଏହା ଫଳରେ ସେମାନେ ଅବସର ପରେ ବି ସକ୍ରିୟ ରହିପାରୁଛନ୍ତି। xyxy=(352,160,732,243)
zilla-name: ସୁନ୍ଦରଗଡ଼ xyxy=(12,970,152,1015)
sudoku-cell[interactable] xyxy=(1404,1814,1434,1847)
sudoku-cell: 9 xyxy=(1253,1616,1283,1649)
solution-cell: 4 xyxy=(1373,1936,1388,1951)
sudoku-cell[interactable] xyxy=(1283,1781,1313,1814)
solution-row xyxy=(1343,1951,1478,1966)
sudoku-cell: 9 xyxy=(1374,1814,1404,1847)
sudoku-cell: 3 xyxy=(1313,1616,1343,1649)
sudoku-cell[interactable] xyxy=(1374,1649,1404,1682)
letter2-body: ଓଡ଼ିଶା ପରି ଏକ ପଛୁଆ ରାଜ୍ୟ ସ୍ୱତନ୍ତ୍ର ପାହ୍ୟା ପାଇବାର ଯୋଗ୍ୟ। ପ୍ରାକୃତିକ ବିପର୍ଯ୍ୟୟ, ବନ୍ୟା ଓ ମରୁଡ଼ି ଏ ରାଜ୍ୟକୁ ବାରମ୍ବାର ଆଘାତ କରେ। କେନ୍ଦ୍ର ସରକାର ଏହି ଦାବିକୁ ଗୁରୁତ୍ୱର ସହ ବିଚାର କରିବା ଉଚିତ। xyxy=(1166,563,1494,609)
sudoku-cell: 8 xyxy=(1313,1847,1343,1880)
solution-cell: 7 xyxy=(1448,2011,1463,2026)
sudoku-cell[interactable] xyxy=(1313,1715,1343,1748)
solution-row xyxy=(1343,1936,1478,1951)
trutiya-title: ତୃତୀୟ ମହିଳା ବୈଦେଶିକ ସଚିବ xyxy=(340,1959,967,2023)
sudoku-cell[interactable] xyxy=(1283,1616,1313,1649)
addr-line4: କେବଳ ବିଜ୍ଞାପନ ପାଇଁ ବ୍ୟବହାର କରନ୍ତୁ: xyxy=(1244,1468,1418,1481)
odia-body-5: ଶାସ୍ତ୍ରୀୟ ମାନ୍ୟତା ମିଳିବା ପରେ ଓଡ଼ିଆ ଭାଷାର ଉନ୍ନତି ପାଇଁ ଅଧିକ ଅନୁଦାନ ମିଳିବ। ଗବେଷଣା କେନ୍ଦ୍ର ପ୍ରତିଷ୍ଠା, ପ୍ରାଚୀନ ପାଣ୍ଡୁଲିପି ସଂରକ୍ଷଣ ଓ ଅନୁବାଦ କାର୍ଯ୍ୟ ତ୍ୱରାନ୍ୱିତ ହେବ। କିନ୍ତୁ କେବଳ ମାନ୍ୟତା ପାଇବା ଯଥେଷ୍ଟ ନୁହେଁ। ଓଡ଼ିଆ ଭାଷାକୁ ପ୍ରଶାସନ, ଶିକ୍ଷା ଓ ନ୍ୟାୟାଳୟରେ ବ୍ୟବହାର କରାଯିବା ଆବଶ୍ୟକ। ସରକାରୀ କାର୍ଯ୍ୟାଳୟରେ ଓଡ଼ିଆରେ ପତ୍ର ବ୍ୟବହାର ବାଧ୍ୟତାମୂଳକ ହେବା ଉଚିତ। ବିଦ୍ୟାଳୟରେ ଓଡ଼ିଆ ମାଧ୍ୟମ ଶିକ୍ଷାକୁ ପ୍ରୋତ୍ସାହନ ଦେବା ଦରକାର। ଇଂରାଜୀ ମାଧ୍ୟମ ବିଦ୍ୟାଳୟ ବଢ଼ିବା ଫଳରେ ନୂଆ ପିଢ଼ି ମାତୃଭାଷାରୁ ଦୂରେଇ ଯାଉଛି। ଏହା ଚିନ୍ତାର ବିଷୟ। xyxy=(752,1540,1152,1636)
solution-cell: 7 xyxy=(1433,1936,1448,1951)
letter3-sign: ଜୀବନଚନ୍ଦ୍ର ଶତପଥୀ, ଖୋର୍ଦ୍ଧା ରୋଡ଼, ଜଟଣୀ xyxy=(1303,1034,1494,1047)
pathaka-title: ପାଠକ ଶ୍ରେଷ୍ଠ ବିଚାରରେ xyxy=(1232,14,1452,40)
sudoku-cell[interactable] xyxy=(1374,1682,1404,1715)
author-photo xyxy=(618,458,678,520)
sudoku-cell: 5 xyxy=(1223,1781,1253,1814)
solution-cell: 6 xyxy=(1433,2041,1448,2056)
star-emblem-icon xyxy=(1065,6,1105,42)
sudoku-row xyxy=(1223,1616,1496,1649)
sudoku-cell[interactable] xyxy=(1223,1715,1253,1748)
solution-cell: 9 xyxy=(1403,2041,1418,2056)
sudoku-cell[interactable] xyxy=(1465,1748,1495,1781)
letter2-sign: ସୁଧାଂଶୁ ଶେଖର ମହାପାତ୍ର, ନାରାୟଣପୁର, ଭୁବନେଶ୍ୱର xyxy=(1262,716,1494,729)
chirantani-title: ଚିରନ୍ତନୀ xyxy=(16,12,125,42)
sudoku-cell[interactable] xyxy=(1283,1583,1313,1616)
solution-cell: 3 xyxy=(1358,1966,1373,1981)
sudoku-cell: 8 xyxy=(1434,1814,1464,1847)
solution-cell: 9 xyxy=(1343,1981,1358,1996)
lead-body-2: ପ୍ରଶାସନିକ ସୂତ୍ରରୁ ମିଳିଥିବା ସୂଚନା ଅନୁଯାୟୀ ଅଧିକାଂଶ ଉଚ୍ଚପଦସ୍ଥ ଅଧିକାରୀ ଅବସର ପୂର୍ବରୁ ହିଁ ନୂଆ ପଦବୀ ପାଇଁ ଲବି ଆରମ୍ଭ କରିଦେଉଛନ୍ତି। ଏହାକୁ ନେଇ ବିରୋଧୀ ଦଳ ପ୍ରଶ୍ନ ଉଠାଇଛନ୍ତି। xyxy=(752,160,1152,201)
sudoku-cell[interactable] xyxy=(1434,1781,1464,1814)
